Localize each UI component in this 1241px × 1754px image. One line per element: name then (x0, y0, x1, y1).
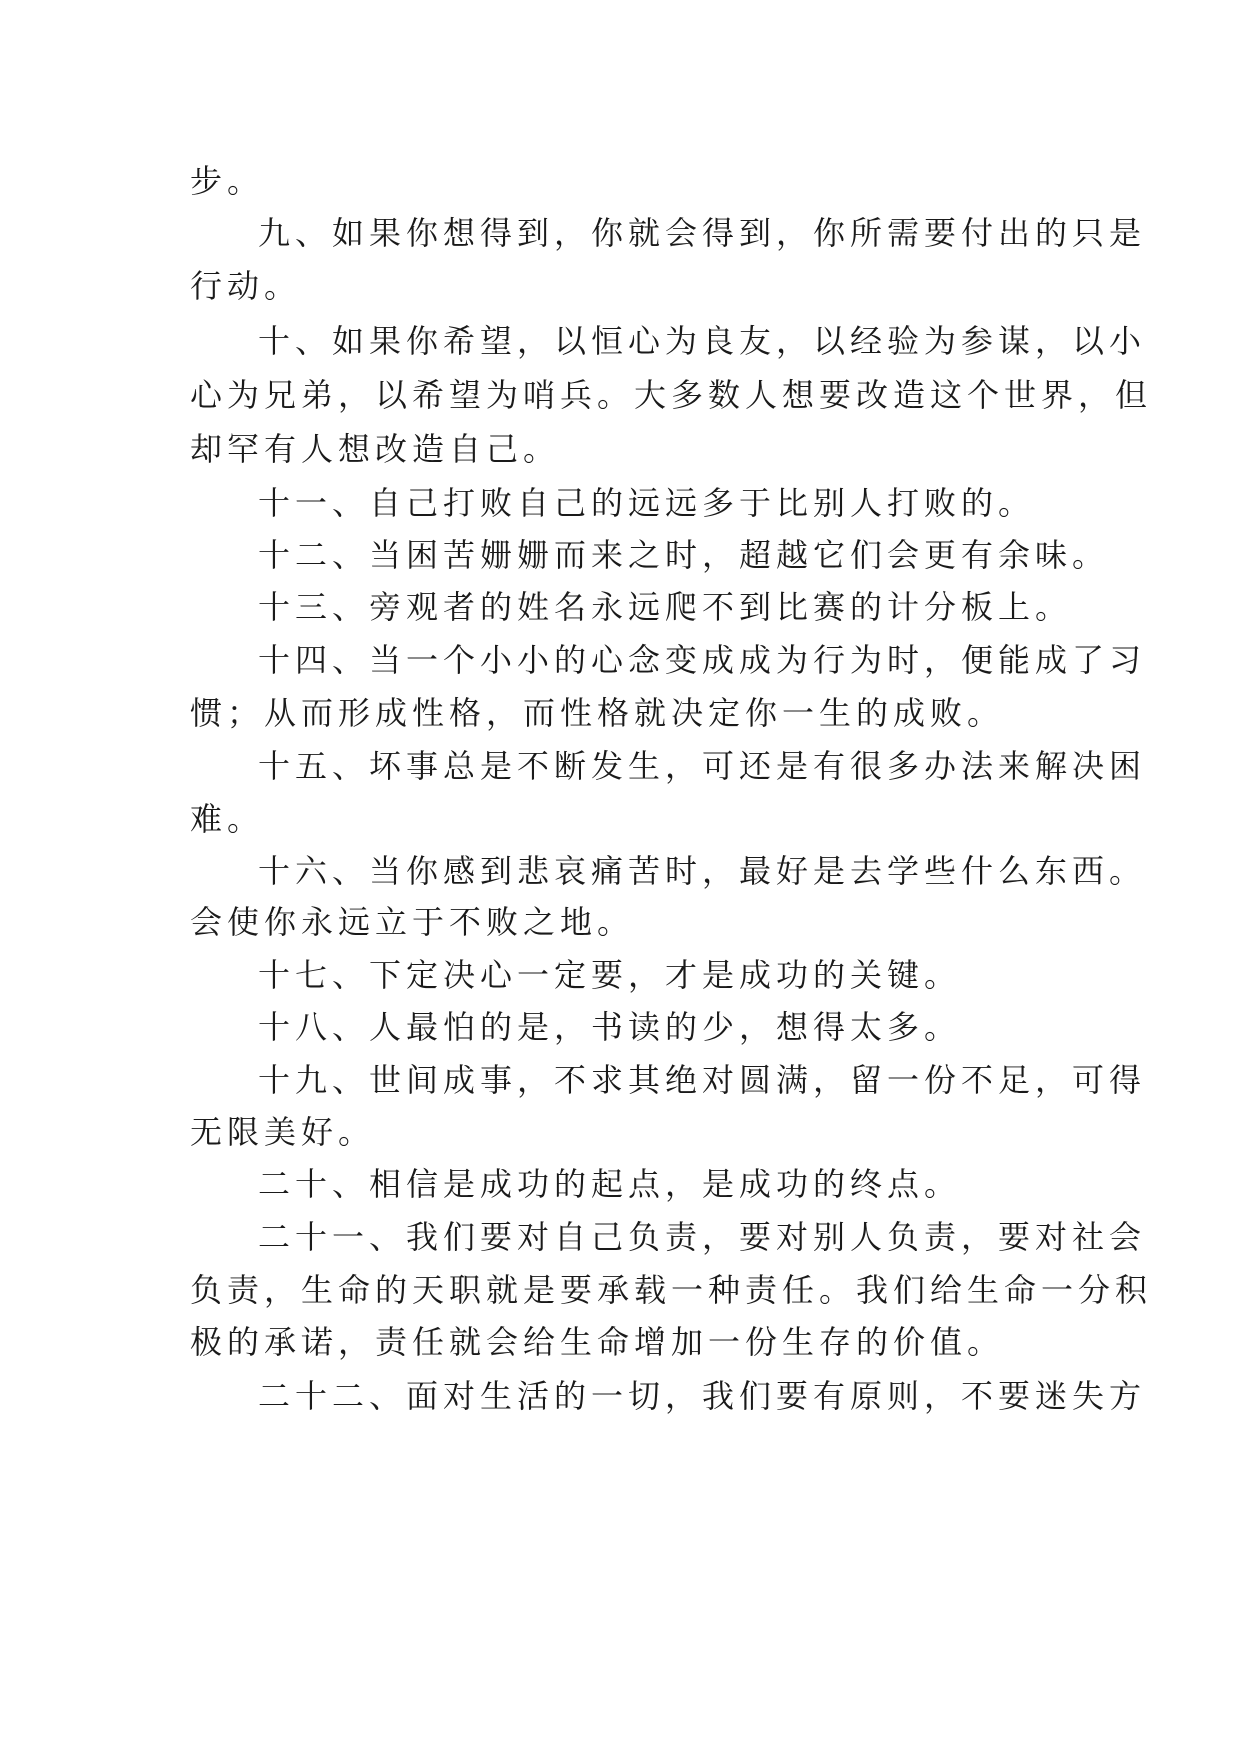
document-line: 负责，生命的天职就是要承载一种责任。我们给生命一分积 (190, 1271, 1153, 1309)
document-line: 九、如果你想得到，你就会得到，你所需要付出的只是 (258, 214, 1147, 252)
document-line: 十二、当困苦姗姗而来之时，超越它们会更有余味。 (258, 536, 1110, 574)
document-line: 十七、下定决心一定要，才是成功的关键。 (258, 956, 962, 994)
document-line: 难。 (190, 800, 265, 838)
document-line: 十八、人最怕的是，书读的少，想得太多。 (258, 1008, 962, 1046)
document-line: 十三、旁观者的姓名永远爬不到比赛的计分板上。 (258, 588, 1073, 626)
document-line: 会使你永远立于不败之地。 (190, 903, 635, 941)
document-line: 极的承诺，责任就会给生命增加一份生存的价值。 (190, 1323, 1005, 1361)
document-line: 无限美好。 (190, 1113, 376, 1151)
document-line: 十四、当一个小小的心念变成成为行为时，便能成了习 (258, 641, 1147, 679)
document-line: 十、如果你希望，以恒心为良友，以经验为参谋，以小 (258, 322, 1147, 360)
document-line: 十五、坏事总是不断发生，可还是有很多办法来解决困 (258, 747, 1147, 785)
document-line: 二十二、面对生活的一切，我们要有原则，不要迷失方 (258, 1377, 1147, 1415)
document-line: 十一、自己打败自己的远远多于比别人打败的。 (258, 484, 1036, 522)
document-line: 二十一、我们要对自己负责，要对别人负责，要对社会 (258, 1218, 1147, 1256)
document-line: 行动。 (190, 267, 302, 305)
document-line: 心为兄弟，以希望为哨兵。大多数人想要改造这个世界，但 (190, 376, 1153, 414)
document-line: 十六、当你感到悲哀痛苦时，最好是去学些什么东西。 (258, 852, 1147, 890)
document-line: 却罕有人想改造自己。 (190, 430, 561, 468)
document-line: 二十、相信是成功的起点，是成功的终点。 (258, 1165, 962, 1203)
document-line: 十九、世间成事，不求其绝对圆满，留一份不足，可得 (258, 1061, 1147, 1099)
document-line: 步。 (190, 162, 265, 200)
document-line: 惯；从而形成性格，而性格就决定你一生的成败。 (190, 694, 1005, 732)
